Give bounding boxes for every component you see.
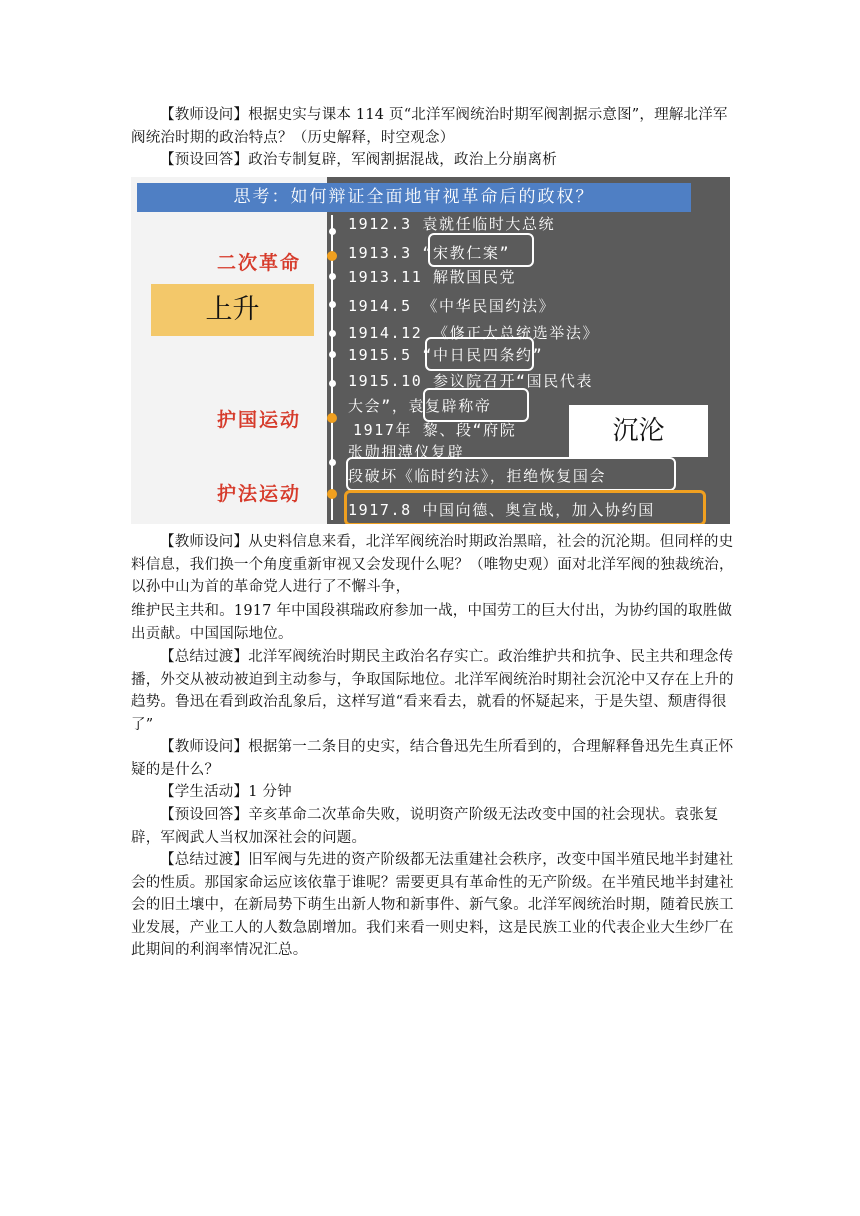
paragraph-summary-1 (131, 646, 737, 736)
paragraph-teacher-question-2 (131, 531, 737, 599)
timeline-event: 张勋拥溥仪复辟 (348, 443, 465, 461)
paragraph-label: 【总结过渡】 (160, 852, 249, 868)
paragraph-text: 政治专制复辟，军阀割据混战，政治上分崩离析 (248, 152, 557, 168)
timeline-event: 1917.8 中国向德、奥宣战，加入协约国 (348, 501, 655, 519)
label-second-revolution: 二次革命 (217, 252, 302, 274)
timeline-event: 段破坏《临时约法》，拒绝恢复国会 (348, 467, 607, 485)
timeline-event: 1917年 黎、段“府院 (353, 421, 517, 439)
timeline-dot (329, 330, 336, 337)
timeline-event: 1913.3 “宋教仁案” (348, 244, 511, 262)
highlight-ring (346, 457, 676, 491)
paragraph-student-activity (131, 781, 737, 804)
paragraph-text: 1 分钟 (248, 784, 292, 800)
paragraph-label: 【总结过渡】 (160, 649, 249, 665)
highlight-ring (428, 233, 534, 267)
paragraph-preset-answer-2 (131, 804, 737, 849)
paragraph-label: 【教师设问】 (160, 107, 249, 123)
paragraph-text: 北洋军阀统治时期民主政治名存实亡。政治维护共和抗争、民主共和理念传播，外交从被动被迫到主动参与，争取国际地位。北洋军阀统治时期社会沉沦中又存在上升的趋势。鲁迅在看到政治乱象后，这样写道“看来看去，就看的怀疑起来，于是失望、颓唐得很了” (131, 649, 734, 733)
paragraph-summary-2 (131, 849, 737, 962)
paragraph-text: 维护民主共和。1917 年中国段祺瑞政府参加一战，中国劳工的巨大付出，为协约国的取胜做出贡献。中国国际地位。 (131, 603, 733, 642)
timeline-dot (327, 413, 337, 423)
paragraph-text: 辛亥革命二次革命失败，说明资产阶级无法改变中国的社会现状。袁张复辟，军阀武人当权加深社会的问题。 (131, 807, 719, 846)
timeline-event: 1915.5 “中日民四条约” (348, 346, 544, 364)
timeline-dot (329, 273, 336, 280)
timeline-event: 1914.5 《中华民国约法》 (348, 297, 556, 315)
decline-box: 沉沦 (569, 405, 708, 457)
timeline-dot (327, 489, 337, 499)
paragraph-label: 【学生活动】 (160, 784, 249, 800)
timeline-dot (329, 301, 336, 308)
label-constitution-protection-movement: 护法运动 (217, 483, 302, 505)
timeline-dot (329, 228, 336, 235)
paragraph-label: 【预设回答】 (160, 807, 249, 823)
paragraph-text: 根据史实与课本 114 页“北洋军阀统治时期军阀割据示意图”，理解北洋军阀统治时期的政治特点？（历史解释，时空观念） (131, 107, 728, 146)
highlight-ring-orange (344, 490, 706, 524)
paragraph-text: 旧军阀与先进的资产阶级都无法重建社会秩序，改变中国半殖民地半封建社会的性质。那国家命运应该依靠于谁呢？需要更具有革命性的无产阶级。在半殖民地半封建社会的旧土壤中，在新局势下萌生出新人物和新事件、新气象。北洋军阀统治时期，随着民族工业发展，产业工人的人数急剧增加。我们来看一则史料，这是民族工业的代表企业大生纱厂在此期间的利润率情况汇总。 (131, 852, 734, 959)
paragraph-text: 根据第一二条目的史实，结合鲁迅先生所看到的，合理解释鲁迅先生真正怀疑的是什么？ (131, 739, 734, 778)
paragraph-teacher-question-3 (131, 736, 737, 781)
paragraph-label: 【教师设问】 (160, 534, 249, 550)
paragraph-label: 【预设回答】 (160, 152, 249, 168)
highlight-ring (425, 337, 534, 371)
slide-left-panel (131, 177, 327, 524)
paragraph-label: 【教师设问】 (160, 739, 249, 755)
rise-box: 上升 (151, 284, 314, 336)
slide-banner: 思考：如何辩证全面地审视革命后的政权？ (137, 183, 691, 212)
timeline-event: 1912.3 袁就任临时大总统 (348, 215, 556, 233)
timeline-event: 1914.12 《修正大总统选举法》 (348, 324, 600, 342)
timeline-event: 大会”，袁复辟称帝 (348, 397, 492, 415)
highlight-ring (423, 388, 529, 422)
paragraph-continuation (131, 600, 737, 645)
timeline-event: 1915.10 参议院召开“国民代表 (348, 372, 594, 390)
paragraph-teacher-question-1 (131, 104, 737, 149)
timeline-event: 1913.11 解散国民党 (348, 268, 517, 286)
timeline-dot (327, 251, 337, 261)
slide-image (131, 177, 730, 524)
label-national-protection-movement: 护国运动 (217, 409, 302, 431)
timeline-dot (329, 459, 336, 466)
timeline-dot (329, 351, 336, 358)
paragraph-preset-answer-1 (131, 149, 737, 172)
timeline-dot (329, 380, 336, 387)
paragraph-text: 从史料信息来看，北洋军阀统治时期政治黑暗，社会的沉沦期。但同样的史料信息，我们换一个角度重新审视又会发现什么呢？（唯物史观）面对北洋军阀的独裁统治，以孙中山为首的革命党人进行了不懈斗争， (131, 534, 734, 596)
